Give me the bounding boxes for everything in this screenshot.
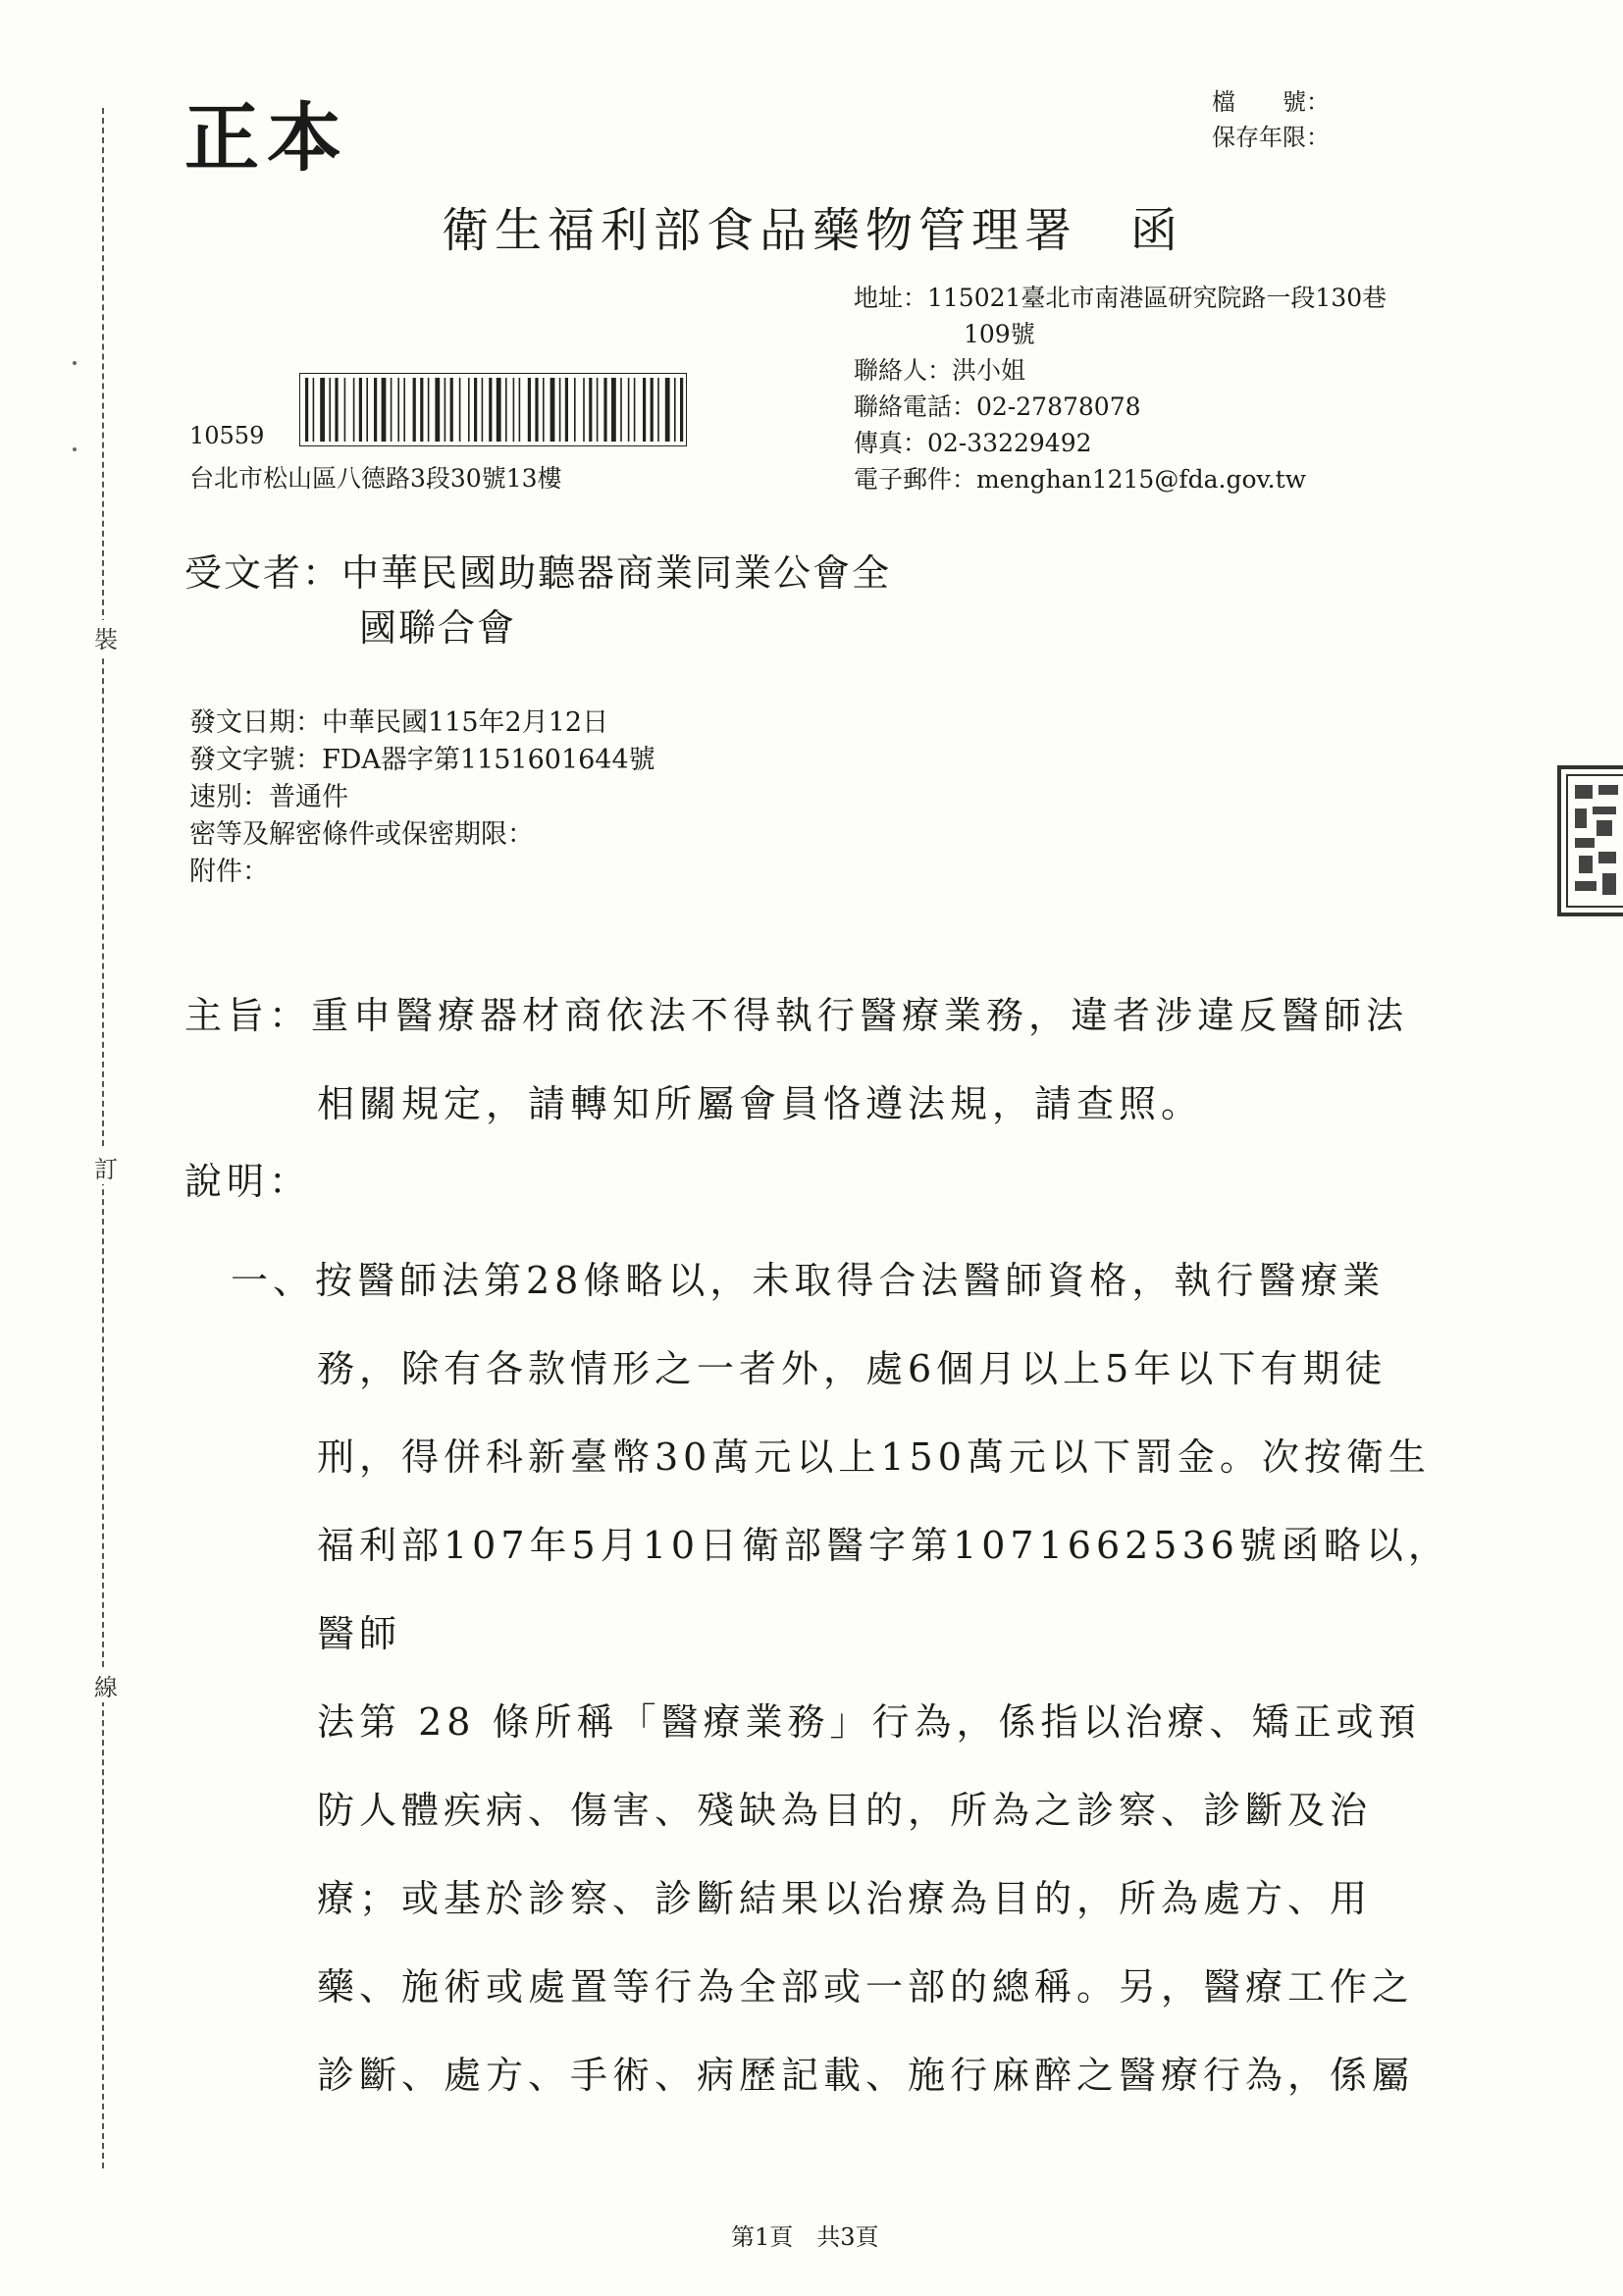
doc-number: 發文字號：FDA器字第1151601644號 [189, 745, 655, 775]
binding-mark-xian: 線 [94, 1668, 118, 1702]
barcode-bar [366, 378, 368, 442]
barcode-bar [359, 378, 362, 442]
barcode-bar [643, 378, 646, 442]
recipient-line: 受文者：中華民國助聽器商業同業公會全 [184, 551, 892, 595]
barcode-bar [519, 378, 521, 442]
item-line: 防人體疾病、傷害、殘缺為目的，所為之診察、診斷及治 [317, 1789, 1373, 1832]
barcode-bar [445, 378, 446, 442]
barcode-bar [589, 378, 592, 442]
barcode-bar [403, 378, 405, 442]
barcode-bar [543, 378, 545, 442]
barcode-bar [313, 378, 315, 442]
binding-mark-zhuang: 裝 [94, 620, 118, 654]
barcode-bar [413, 378, 416, 442]
scan-speck [73, 361, 77, 365]
binding-line [102, 108, 104, 2168]
barcode-bar [489, 378, 492, 442]
item-line: 務，除有各款情形之一者外，處6個月以上5年以下有期徒 [317, 1347, 1387, 1390]
barcode-bar [634, 378, 636, 442]
original-copy-stamp: 正本 [184, 94, 349, 182]
barcode-bar [374, 378, 377, 442]
recipient-line: 國聯合會 [359, 606, 517, 650]
postal-code: 10559 [189, 422, 265, 449]
item-line: 診斷、處方、手術、病歷記載、施行麻醉之醫療行為，係屬 [317, 2054, 1415, 2097]
barcode-bar [329, 378, 331, 442]
barcode-bar [597, 378, 599, 442]
barcode-bar [574, 378, 576, 442]
barcode-bar [565, 378, 568, 442]
sender-contact: 聯絡人：洪小姐 [854, 356, 1026, 385]
description-label: 說明： [184, 1160, 312, 1203]
subject-line: 主旨：重申醫療器材商依法不得執行醫療業務，違者涉違反醫師法 [184, 994, 1409, 1037]
sender-address-cont: 109號 [964, 320, 1035, 348]
partial-seal-stamp [1553, 763, 1623, 920]
barcode-bar [459, 378, 461, 442]
sender-fax: 傳真：02-33229492 [854, 429, 1092, 457]
barcode-bar [320, 378, 325, 442]
item-line: 療；或基於診察、診斷結果以治療為目的，所為處方、用 [317, 1877, 1373, 1920]
recipient [184, 546, 891, 655]
scan-speck [73, 447, 77, 451]
item-line: 藥、施術或處置等行為全部或一部的總稱。另，醫療工作之 [317, 1965, 1415, 2009]
barcode-bar [397, 378, 399, 442]
barcode-bar [474, 378, 477, 442]
barcode-bar [611, 378, 616, 442]
barcode-bar [651, 378, 654, 442]
document-title: 衛生福利部食品藥物管理署 函 [442, 203, 1184, 258]
issue-date: 發文日期：中華民國115年2月12日 [189, 707, 609, 738]
subject-line: 相關規定，請轉知所屬會員恪遵法規，請查照。 [317, 1082, 1204, 1125]
item-line: 刑，得併科新臺幣30萬元以上150萬元以下罰金。次按衛生 [317, 1435, 1431, 1479]
barcode-bar [528, 378, 531, 442]
barcode-bar [428, 378, 430, 442]
barcode-bar [657, 378, 659, 442]
classification: 密等及解密條件或保密期限： [189, 819, 534, 850]
page-number: 第1頁 共3頁 [731, 2223, 879, 2251]
barcode-bar [420, 378, 423, 442]
delivery-speed: 速別：普通件 [189, 782, 348, 812]
barcode-bar [497, 378, 501, 442]
barcode-bar [620, 378, 622, 442]
barcode-bar [583, 378, 585, 442]
postal-barcode [299, 373, 687, 446]
retention-period: 保存年限： [1212, 124, 1330, 151]
barcode-bar [468, 378, 470, 442]
barcode-bar [482, 378, 484, 442]
barcode-bar [603, 378, 606, 442]
barcode-bar [435, 378, 440, 442]
barcode-bar [513, 378, 515, 442]
sender-info [854, 280, 1482, 497]
barcode-bar [450, 378, 453, 442]
barcode-bar [559, 378, 561, 442]
barcode-bar [628, 378, 630, 442]
sender-email: 電子郵件：menghan1215@fda.gov.tw [854, 465, 1307, 494]
barcode-bar [305, 378, 308, 442]
sender-address: 地址：115021臺北市南港區研究院路一段130巷 [854, 284, 1387, 312]
item-line: 一、按醫師法第28條略以，未取得合法醫師資格，執行醫療業 [231, 1259, 1386, 1302]
document-meta [189, 704, 655, 891]
barcode-bar [550, 378, 555, 442]
binding-mark-ding: 訂 [94, 1150, 118, 1184]
barcode-bar [353, 378, 355, 442]
barcode-bar [391, 378, 393, 442]
item-line: 法第 28 條所稱「醫療業務」行為，係指以治療、矯正或預 [317, 1700, 1421, 1744]
subject [184, 971, 1490, 1148]
barcode-bar [535, 378, 538, 442]
archive-number: 檔 號： [1212, 88, 1330, 116]
description-item-1 [184, 1236, 1490, 2119]
attachment: 附件： [189, 857, 269, 887]
barcode-bar [344, 378, 346, 442]
sender-phone: 聯絡電話：02-27878078 [854, 392, 1141, 421]
file-meta [1212, 84, 1330, 155]
barcode-bar [665, 378, 670, 442]
barcode-bar [680, 378, 683, 442]
barcode-bar [382, 378, 387, 442]
recipient-address: 台北市松山區八德路3段30號13樓 [189, 464, 562, 493]
barcode-bar [674, 378, 676, 442]
barcode-bar [335, 378, 338, 442]
barcode-bar [505, 378, 507, 442]
item-line: 福利部107年5月10日衛部醫字第1071662536號函略以，醫師 [317, 1524, 1450, 1655]
